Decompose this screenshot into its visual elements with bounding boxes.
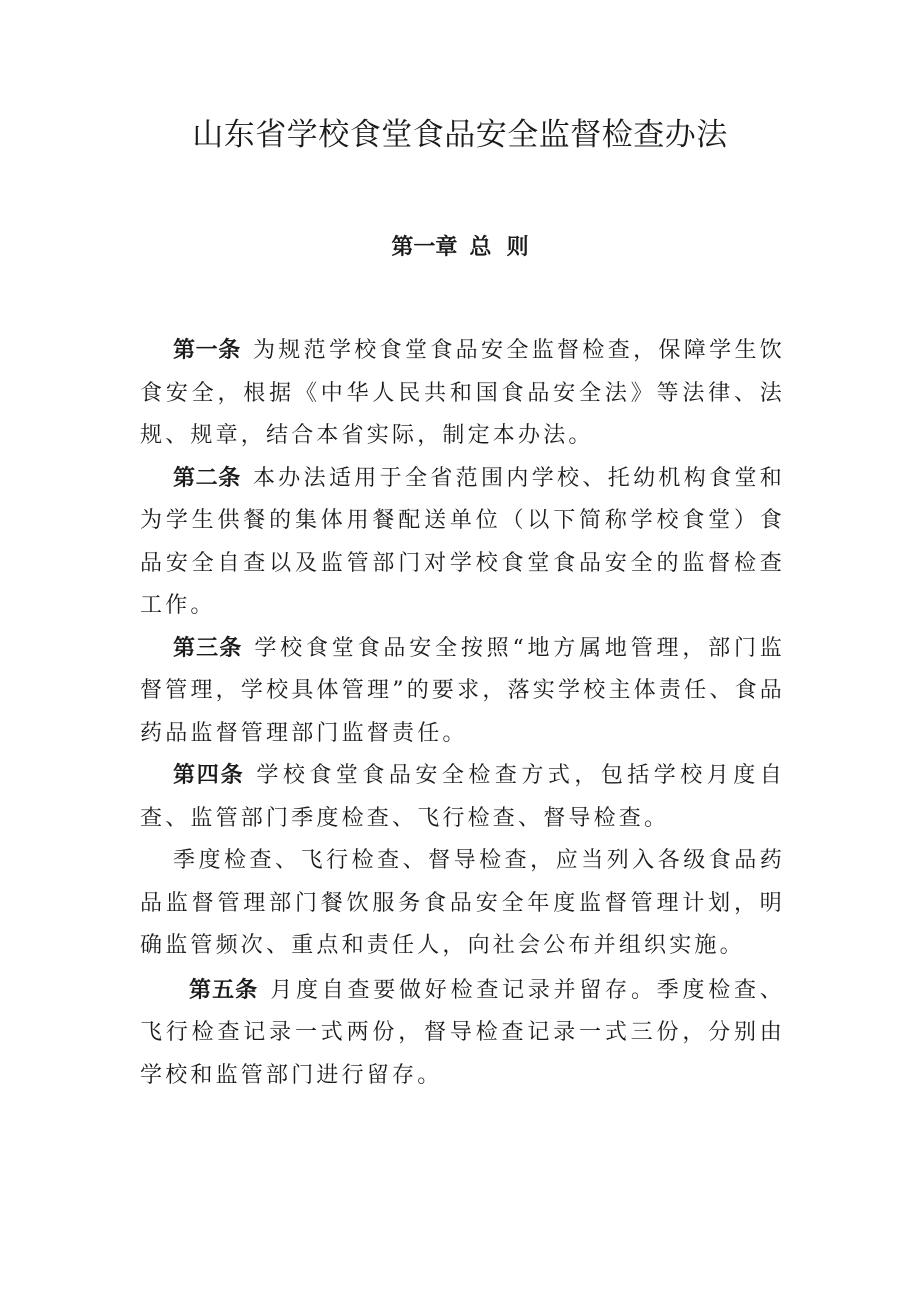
article-4	[140, 755, 785, 840]
article-text: 学校食堂食品安全按照“地方属地管理，部门监督管理，学校具体管理”的要求，落实学校主体责任、食品药品监督管理部门监督责任。	[140, 635, 785, 746]
document-body	[140, 330, 785, 1097]
article-number: 第四条	[173, 763, 245, 788]
article-text: 季度检查、飞行检查、督导检查，应当列入各级食品药品监督管理部门餐饮服务食品安全年度监督管理计划，明确监管频次、重点和责任人，向社会公布并组织实施。	[140, 848, 785, 958]
chapter-heading	[0, 228, 920, 268]
article-number: 第一条	[173, 338, 241, 363]
article-3	[140, 628, 785, 756]
article-4-paragraph-2	[140, 840, 785, 968]
article-1	[140, 330, 785, 458]
article-number: 第五条	[189, 977, 259, 1003]
article-2	[140, 458, 785, 628]
article-5	[140, 970, 785, 1098]
article-number: 第二条	[173, 465, 241, 491]
article-text: 月度自查要做好检查记录并留存。季度检查、飞行检查记录一式两份，督导检查记录一式三份，分别由学校和监管部门进行留存。	[140, 977, 785, 1088]
chapter-label: 第一章	[391, 235, 458, 260]
article-number: 第三条	[173, 635, 243, 661]
document-title: 山东省学校食堂食品安全监督检查办法	[192, 117, 728, 153]
article-text: 本办法适用于全省范围内学校、托幼机构食堂和为学生供餐的集体用餐配送单位（以下简称学校食堂）食品安全自查以及监管部门对学校食堂食品安全的监督检查工作。	[140, 465, 785, 618]
chapter-name: 总 则	[469, 235, 529, 260]
article-text: 为规范学校食堂食品安全监督检查，保障学生饮食安全，根据《中华人民共和国食品安全法》等法律、法规、规章，结合本省实际，制定本办法。	[140, 338, 785, 448]
article-text: 学校食堂食品安全检查方式，包括学校月度自查、监管部门季度检查、飞行检查、督导检查。	[140, 763, 785, 831]
